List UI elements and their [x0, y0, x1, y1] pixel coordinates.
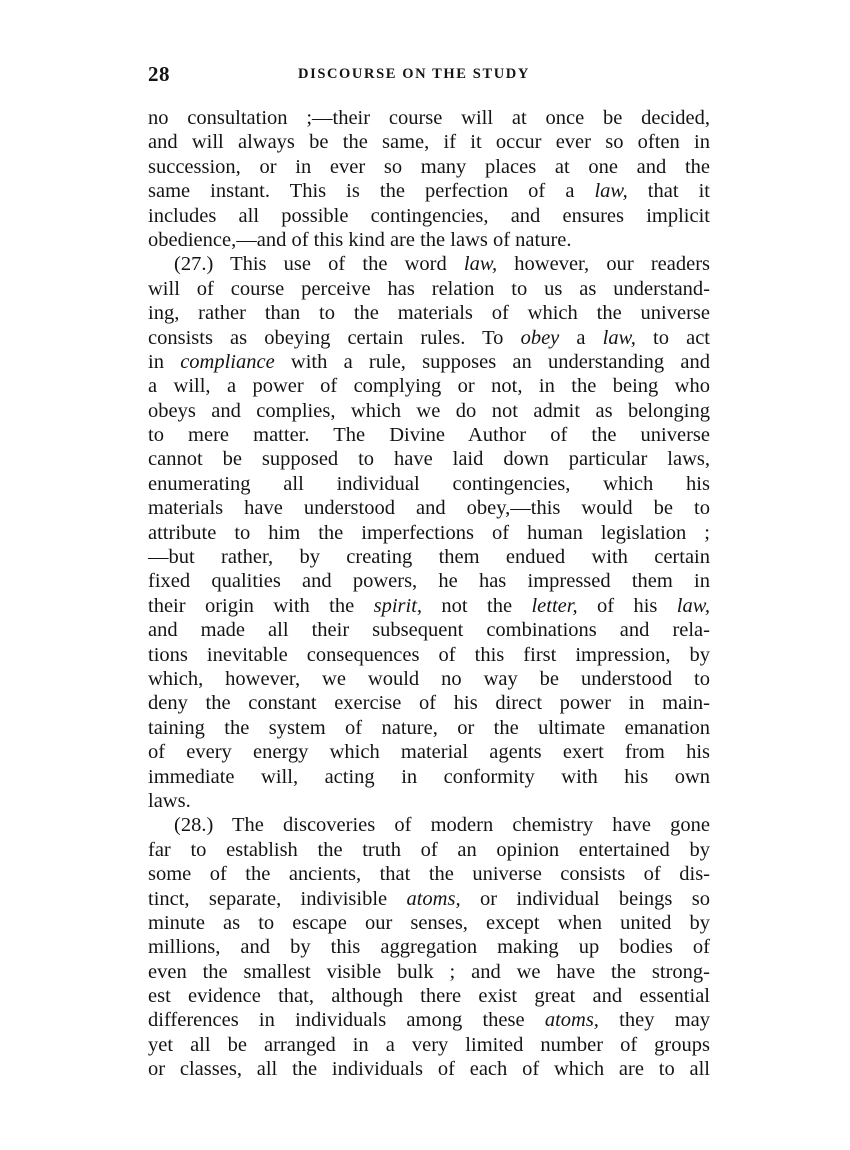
text-line: or classes, all the individuals of each of which are to all — [148, 1058, 710, 1081]
text-line: will of course perceive has relation to us as understand- — [148, 277, 710, 300]
text-line: and will always be the same, if it occur ever so often in — [148, 131, 710, 154]
text-line: fixed qualities and powers, he has impressed them in — [148, 570, 710, 593]
text-line: which, however, we would no way be understood to — [148, 667, 710, 690]
text-line: obedience,—and of this kind are the laws of nature. — [148, 228, 572, 251]
text-line: some of the ancients, that the universe consists of dis- — [148, 863, 710, 886]
text-line: millions, and by this aggregation making up bodies of — [148, 936, 710, 959]
text-line: same instant. This is the perfection of a law, that it — [148, 180, 710, 203]
text-line: deny the constant exercise of his direct power in main- — [148, 692, 710, 715]
text-line: est evidence that, although there exist great and essential — [148, 985, 710, 1008]
text-line: differences in individuals among these atoms, they may — [148, 1009, 710, 1032]
text-line: (28.) The discoveries of modern chemistry have gone — [174, 814, 710, 837]
book-page — [148, 58, 710, 1082]
text-line: to mere matter. The Divine Author of the universe — [148, 424, 710, 447]
text-line: laws. — [148, 789, 191, 812]
text-line: (27.) This use of the word law, however, our readers — [174, 253, 711, 276]
text-line: in compliance with a rule, supposes an understanding and — [148, 350, 710, 373]
text-line: obeys and complies, which we do not admit as belonging — [148, 399, 710, 422]
text-line: tinct, separate, indivisible atoms, or individual beings so — [148, 887, 710, 910]
text-line: far to establish the truth of an opinion entertained by — [148, 838, 710, 861]
text-line: —but rather, by creating them endued with certain — [148, 546, 710, 569]
text-line: and made all their subsequent combinations and rela- — [148, 619, 710, 642]
text-line: taining the system of nature, or the ultimate emanation — [148, 716, 710, 739]
text-line: consists as obeying certain rules. To obey a law, to act — [148, 326, 710, 349]
text-line: even the smallest visible bulk ; and we have the strong- — [148, 960, 710, 983]
running-head — [148, 58, 710, 92]
text-line: ing, rather than to the materials of which the universe — [148, 302, 710, 325]
text-line: attribute to him the imperfections of human legislation ; — [148, 521, 710, 544]
text-line: minute as to escape our senses, except when united by — [148, 911, 710, 934]
text-line: no consultation ;—their course will at once be decided, — [148, 107, 710, 129]
text-line: their origin with the spirit, not the letter, of his law, — [148, 594, 710, 617]
text-line: tions inevitable consequences of this first impression, by — [148, 643, 710, 666]
page-number: 28 — [148, 62, 170, 86]
body-text — [148, 106, 710, 1082]
text-line: a will, a power of complying or not, in the being who — [148, 375, 710, 398]
text-line: cannot be supposed to have laid down particular laws, — [148, 448, 710, 471]
text-line: materials have understood and obey,—this would be to — [148, 497, 710, 520]
running-title: DISCOURSE ON THE STUDY — [298, 66, 530, 82]
text-line: enumerating all individual contingencies, which his — [148, 472, 710, 495]
text-line: succession, or in ever so many places at one and the — [148, 155, 710, 178]
text-line: yet all be arranged in a very limited number of groups — [148, 1033, 710, 1056]
text-line: includes all possible contingencies, and ensures implicit — [148, 204, 710, 227]
text-line: immediate will, acting in conformity with his own — [148, 765, 710, 788]
text-line: of every energy which material agents exert from his — [148, 741, 710, 764]
